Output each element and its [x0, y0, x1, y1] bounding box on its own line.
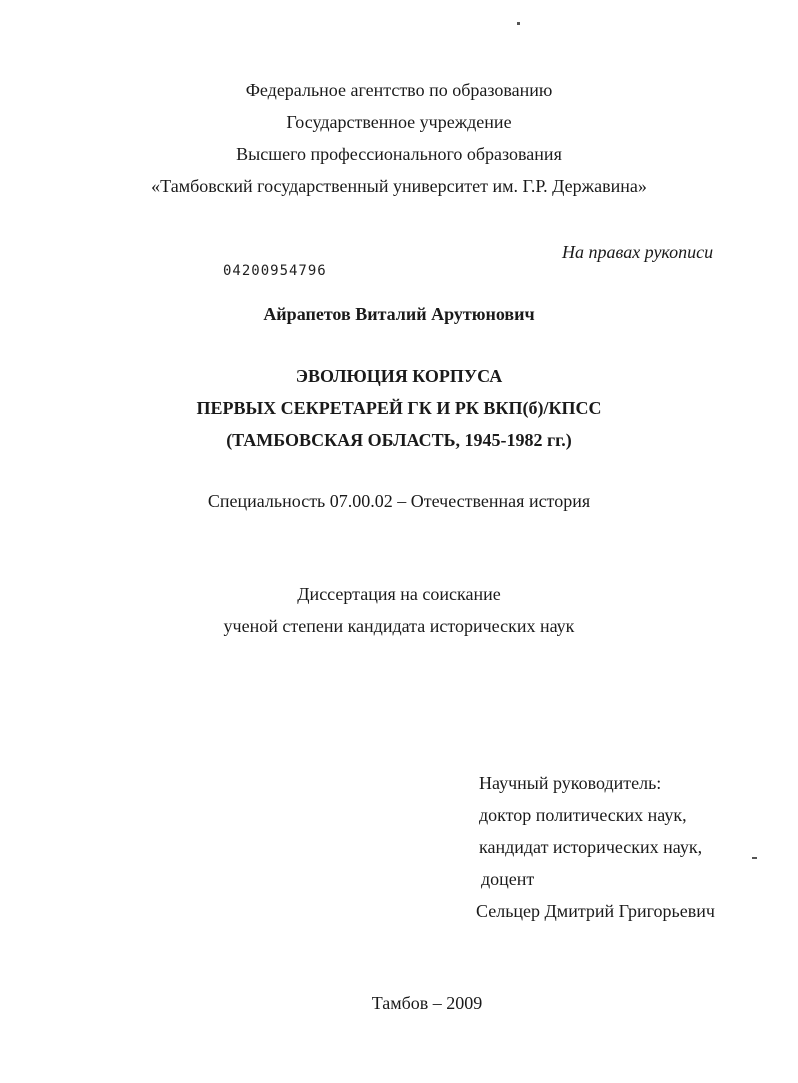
university-line: «Тамбовский государственный университет им. Г.Р. Державина» — [151, 176, 647, 196]
supervisor-heading: Научный руководитель: — [479, 773, 662, 793]
supervisor-degree-1: доктор политических наук, — [479, 805, 687, 825]
supervisor-rank: доцент — [481, 869, 535, 889]
manuscript-note: На правах рукописи — [562, 242, 714, 262]
scan-speck-top — [517, 22, 520, 25]
dissertation-line-1: Диссертация на соискание — [297, 584, 501, 604]
title-line-3: (ТАМБОВСКАЯ ОБЛАСТЬ, 1945-1982 гг.) — [226, 430, 572, 450]
specialty-line: Специальность 07.00.02 – Отечественная история — [207, 491, 591, 511]
supervisor-name: Сельцер Дмитрий Григорьевич — [476, 901, 715, 921]
supervisor-degree-2: кандидат исторических наук, — [479, 837, 703, 857]
author-name: Айрапетов Виталий Арутюнович — [263, 304, 535, 324]
catalog-number: 04200954796 — [223, 263, 327, 279]
education-level-line: Высшего профессионального образования — [236, 144, 562, 164]
city-year: Тамбов – 2009 — [371, 993, 483, 1013]
title-line-2: ПЕРВЫХ СЕКРЕТАРЕЙ ГК И РК ВКП(б)/КПСС — [196, 398, 602, 418]
agency-line: Федеральное агентство по образованию — [245, 80, 553, 100]
scan-speck-right — [752, 857, 757, 859]
title-line-1: ЭВОЛЮЦИЯ КОРПУСА — [295, 366, 503, 386]
dissertation-line-2: ученой степени кандидата исторических наук — [223, 616, 575, 636]
institution-type-line: Государственное учреждение — [286, 112, 512, 132]
